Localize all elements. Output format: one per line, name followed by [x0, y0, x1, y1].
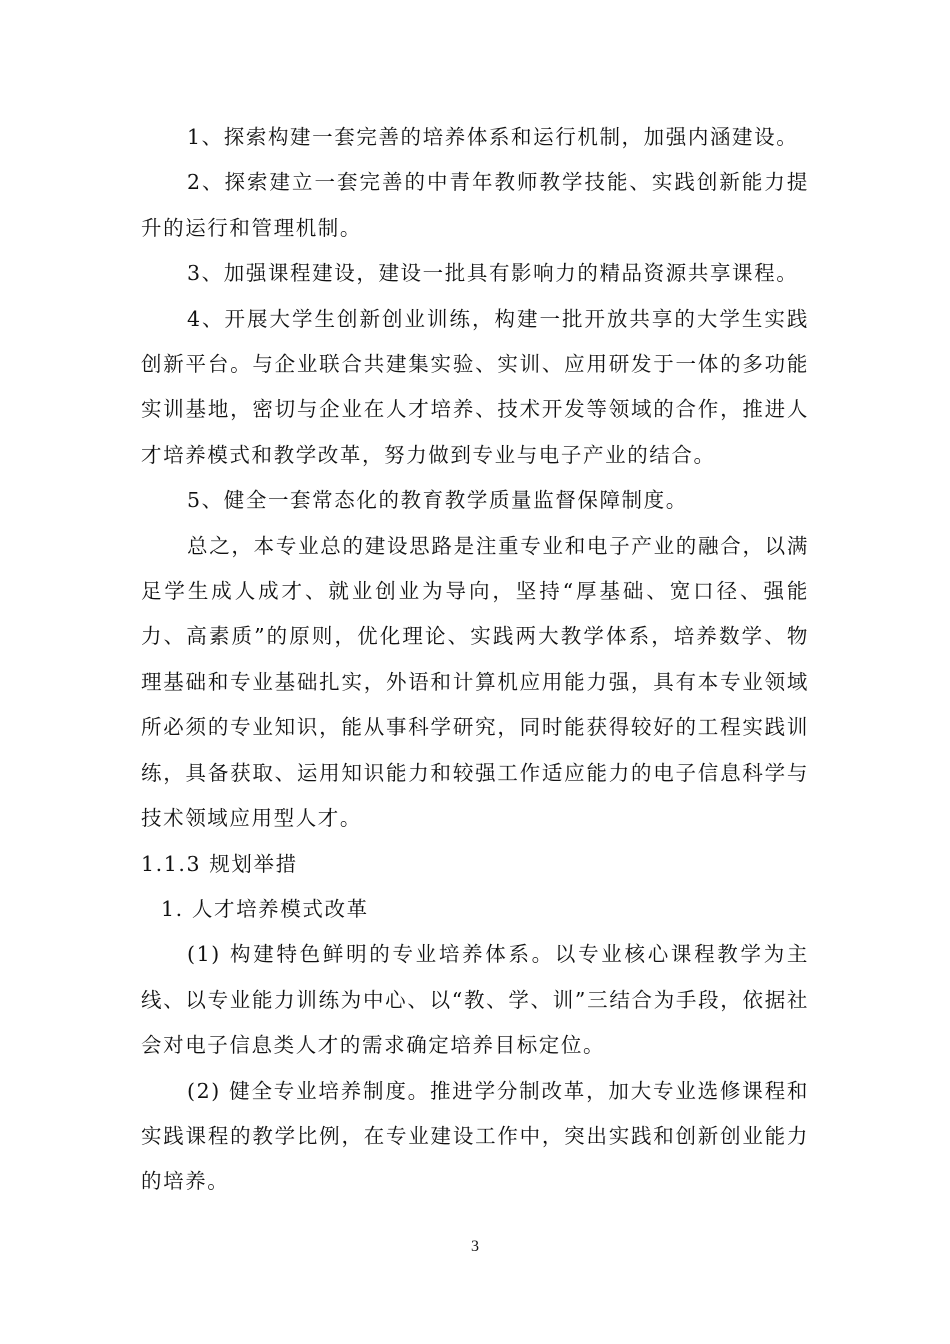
page-body	[141, 115, 809, 1205]
paragraph-2: 2、探索建立一套完善的中青年教师教学技能、实践创新能力提升的运行和管理机制。	[141, 170, 809, 240]
paragraph-4: 4、开展大学生创新创业训练，构建一批开放共享的大学生实践创新平台。与企业联合共建集实验、实训、应用研发于一体的多功能实训基地，密切与企业在人才培养、技术开发等领域的合作，推进人才培养模式和教学改革，努力做到专业与电子产业的结合。	[141, 306, 809, 467]
subsection-heading: 1. 人才培养模式改革	[161, 896, 369, 921]
paragraph-summary: 总之，本专业总的建设思路是注重专业和电子产业的融合，以满足学生成人成才、就业创业为导向，坚持“厚基础、宽口径、强能力、高素质”的原则，优化理论、实践两大教学体系，培养数学、物理基础和专业基础扎实，外语和计算机应用能力强，具有本专业领域所必须的专业知识，能从事科学研究，同时能获得较好的工程实践训练，具备获取、运用知识能力和较强工作适应能力的电子信息科学与技术领域应用型人才。	[141, 533, 809, 831]
section-heading: 1.1.3 规划举措	[141, 851, 298, 876]
page-number: 3	[471, 1238, 479, 1255]
paragraph-3: 3、加强课程建设，建设一批具有影响力的精品资源共享课程。	[187, 261, 799, 286]
sub-paragraph-1: (1) 构建特色鲜明的专业培养体系。以专业核心课程教学为主线、以专业能力训练为中心、以“教、学、训”三结合为手段，依据社会对电子信息类人才的需求确定培养目标定位。	[141, 942, 809, 1058]
paragraph-1: 1、探索构建一套完善的培养体系和运行机制，加强内涵建设。	[187, 125, 799, 149]
paragraph-5: 5、健全一套常态化的教育教学质量监督保障制度。	[187, 488, 688, 513]
sub-paragraph-2: (2) 健全专业培养制度。推进学分制改革，加大专业选修课程和实践课程的教学比例，在专业建设工作中，突出实践和创新创业能力的培养。	[141, 1078, 809, 1194]
